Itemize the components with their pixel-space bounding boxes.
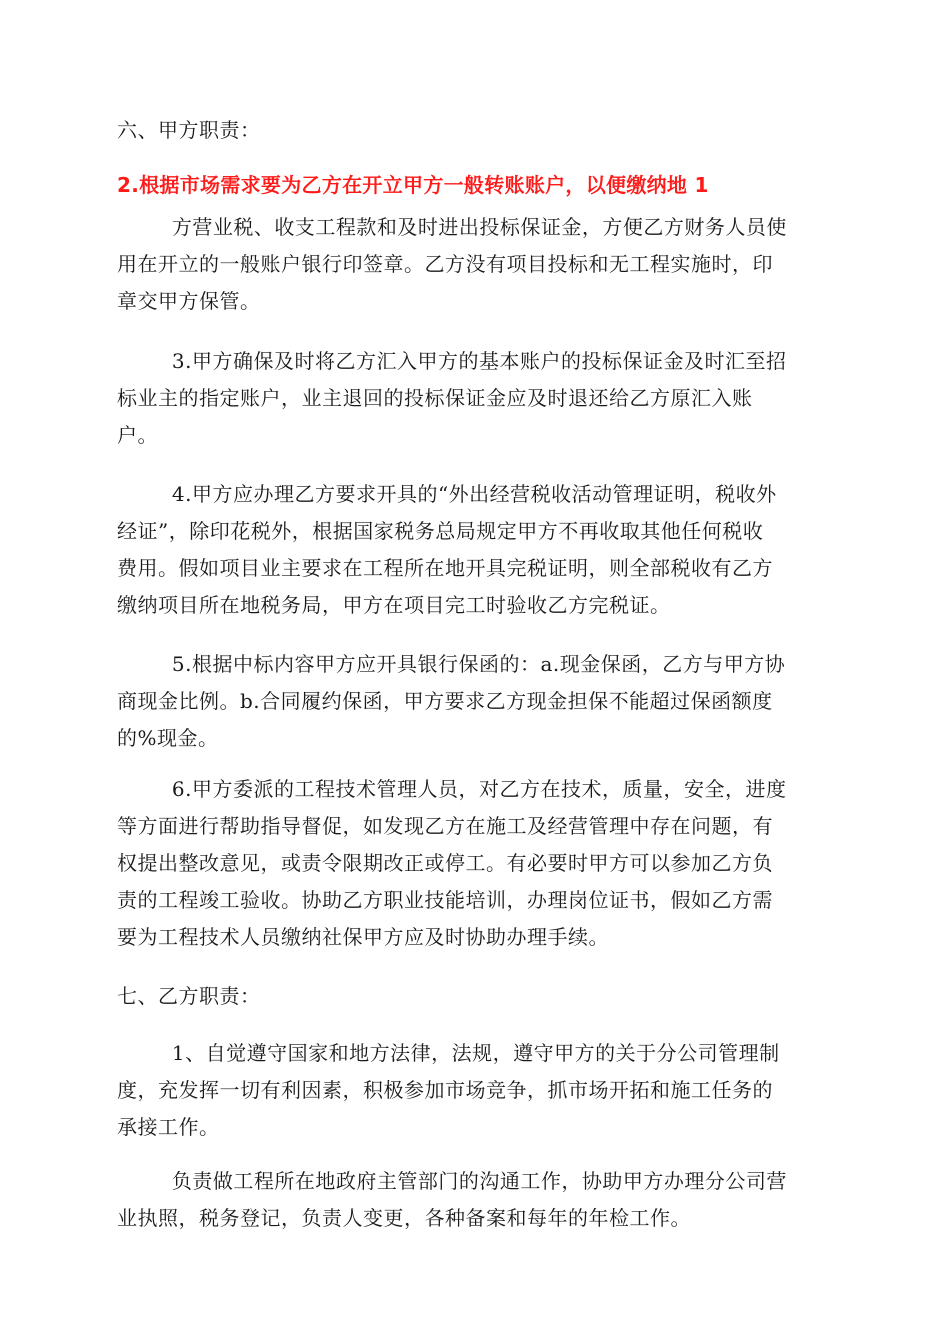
item-5-paragraph: 5.根据中标内容甲方应开具银行保函的：a.现金保函，乙方与甲方协 商现金比例。b.合同履约保函，甲方要求乙方现金担保不能超过保函额度 的%现金。 (117, 652, 786, 750)
item-2-body: 方营业税、收支工程款和及时进出投标保证金，方便乙方财务人员使 用在开立的一般账户银行印签章。乙方没有项目投标和无工程实施时，印 章交甲方保管。 (117, 215, 787, 313)
item-7-1-paragraph: 1、自觉遵守国家和地方法律，法规，遵守甲方的关于分公司管理制 度，充发挥一切有利因素，积极参加市场竞争，抓市场开拓和施工任务的 承接工作。 (117, 1041, 780, 1139)
item-2-heading: 2.根据市场需求要为乙方在开立甲方一般转账账户，以便缴纳地 1 (117, 173, 709, 197)
item-3-paragraph: 3.甲方确保及时将乙方汇入甲方的基本账户的投标保证金及时汇至招 标业主的指定账户，业主退回的投标保证金应及时退还给乙方原汇入账 户。 (117, 349, 787, 447)
item-4-paragraph: 4.甲方应办理乙方要求开具的“外出经营税收活动管理证明，税收外 经证”，除印花税外，根据国家税务总局规定甲方不再收取其他任何税收 费用。假如项目业主要求在工程所在地开具完税证明，则全部税收有乙方 缴纳项目所在地税务局，甲方在项目完工时验收乙方完税证。 (117, 482, 777, 617)
item-7-2-paragraph: 负责做工程所在地政府主管部门的沟通工作，协助甲方办理分公司营 业执照，税务登记，负责人变更，各种备案和每年的年检工作。 (117, 1169, 787, 1230)
item-6-paragraph: 6.甲方委派的工程技术管理人员，对乙方在技术，质量，安全，进度 等方面进行帮助指导督促，如发现乙方在施工及经营管理中存在问题，有 权提出整改意见，或责令限期改正或停工。有必要时甲方可以参加乙方负 责的工程竣工验收。协助乙方职业技能培训，办理岗位证书，假如乙方需 要为工程技术人员缴纳社保甲方应及时协助办理手续。 (117, 777, 787, 949)
section-6-title: 六、甲方职责： (117, 118, 261, 142)
section-7-title: 七、乙方职责： (117, 984, 261, 1008)
